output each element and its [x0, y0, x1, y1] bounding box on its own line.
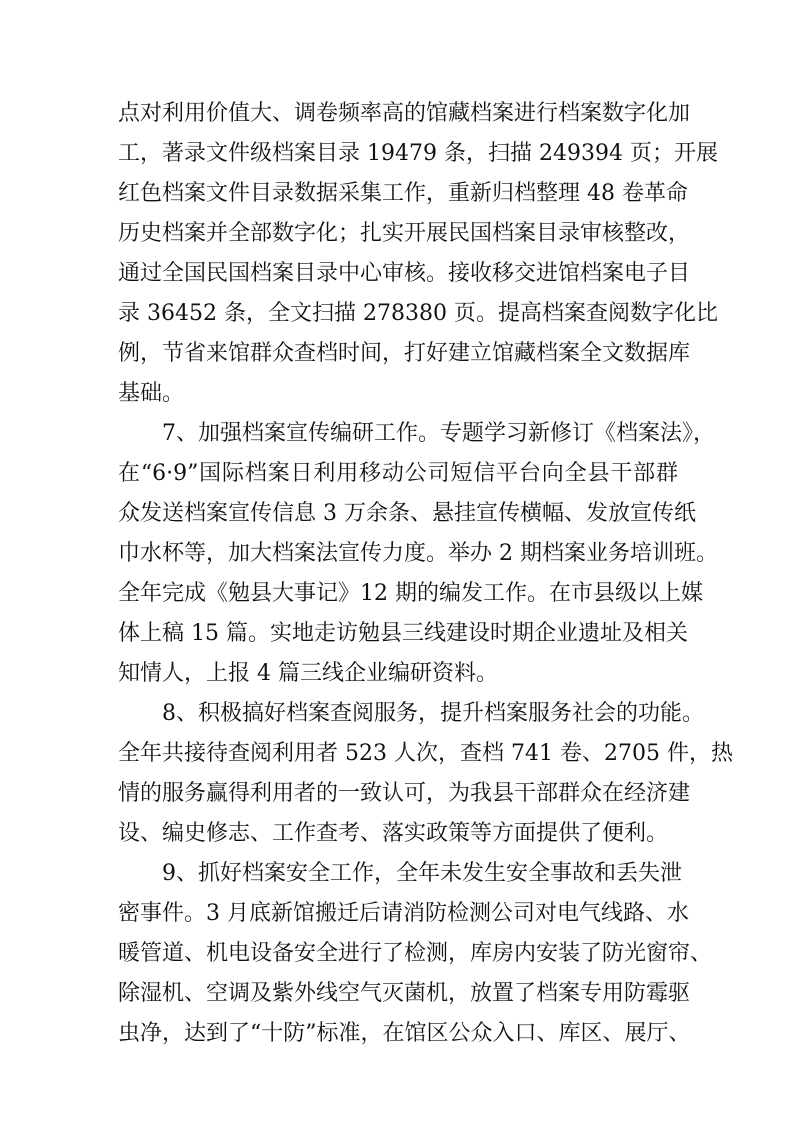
text-line: 虫净，达到了“十防”标准，在馆区公众入口、库区、展厅、 — [118, 1021, 691, 1046]
text-line: 历史档案并全部数字化；扎实开展民国档案目录审核整改， — [118, 221, 691, 246]
text-line: 除湿机、空调及紫外线空气灭菌机，放置了档案专用防霉驱 — [118, 981, 691, 1006]
text-line: 巾水杯等，加大档案法宣传力度。举办 2 期档案业务培训班。 — [118, 541, 718, 566]
text-line: 知情人，上报 4 篇三线企业编研资料。 — [118, 661, 498, 686]
text-line: 录 36452 条，全文扫描 278380 页。提高档案查阅数字化比 — [118, 301, 718, 326]
text-line: 情的服务赢得利用者的一致认可，为我县干部群众在经济建 — [118, 781, 691, 806]
text-line: 密事件。3 月底新馆搬迁后请消防检测公司对电气线路、水 — [118, 901, 689, 926]
text-line: 设、编史修志、工作查考、落实政策等方面提供了便利。 — [118, 821, 669, 846]
text-line: 众发送档案宣传信息 3 万余条、悬挂宣传横幅、发放宣传纸 — [118, 501, 696, 526]
text-line: 8、积极搞好档案查阅服务，提升档案服务社会的功能。 — [162, 701, 704, 726]
text-line: 在“6·9”国际档案日利用移动公司短信平台向全县干部群 — [118, 461, 678, 486]
document-body — [118, 94, 733, 1054]
text-line: 工，著录文件级档案目录 19479 条，扫描 249394 页；开展 — [118, 141, 718, 166]
text-line: 全年完成《勉县大事记》12 期的编发工作。在市县级以上媒 — [118, 581, 703, 606]
text-line: 全年共接待查阅利用者 523 人次，查档 741 卷、2705 件，热 — [118, 741, 733, 766]
text-line: 点对利用价值大、调卷频率高的馆藏档案进行档案数字化加 — [118, 101, 691, 126]
text-line: 体上稿 15 篇。实地走访勉县三线建设时期企业遗址及相关 — [118, 621, 688, 646]
text-line: 暖管道、机电设备安全进行了检测，库房内安装了防光窗帘、 — [118, 941, 713, 966]
text-line: 通过全国民国档案目录中心审核。接收移交进馆档案电子目 — [118, 261, 691, 286]
text-line: 9、抓好档案安全工作，全年未发生安全事故和丢失泄 — [162, 861, 682, 886]
text-line: 红色档案文件目录数据采集工作，重新归档整理 48 卷革命 — [118, 181, 688, 206]
text-line: 例，节省来馆群众查档时间，打好建立馆藏档案全文数据库 — [118, 341, 691, 366]
text-line: 基础。 — [118, 381, 185, 406]
text-line: 7、加强档案宣传编研工作。专题学习新修订《档案法》， — [162, 421, 715, 446]
